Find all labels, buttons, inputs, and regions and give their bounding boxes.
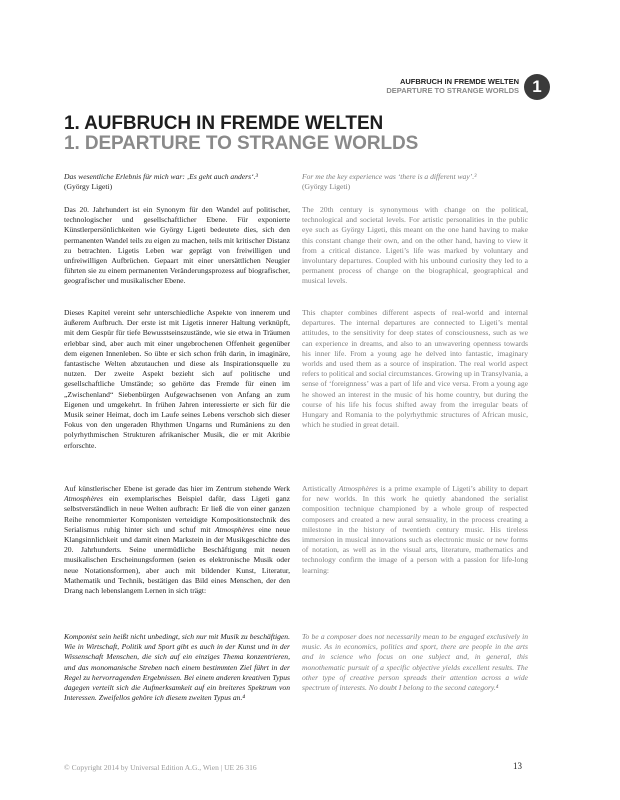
running-header — [386, 77, 519, 95]
paragraph-de-2 — [64, 308, 290, 451]
epigraph-de-text: Das wesentliche Erlebnis für mich war: ‚Es geht auch anders‘.³ — [64, 172, 258, 181]
paragraph-en-2 — [302, 308, 528, 430]
quote-de — [64, 632, 290, 703]
work-title-de: Atmosphères — [64, 494, 103, 504]
running-header-en: DEPARTURE TO STRANGE WORLDS — [386, 86, 519, 95]
paragraph-en-1 — [302, 205, 528, 287]
quote-en-text: To be a composer does not necessarily mean to be engaged exclusively in music. As in economics, politics and sport, there are people in the arts and in science who focus on one subject and, in general, this monothematic pursuit of a specific objective yields excellent results. The other type of creative person spreads their attention across a wide spectrum of interests. No doubt I belong to the second category.⁴ — [302, 632, 528, 693]
paragraph-de-1-text: Das 20. Jahrhundert ist ein Synonym für den Wandel auf politischer, technologischer und gesellschaftlicher Ebene. Für exponierte Künstlerpersönlichkeiten wie György Ligeti bedeutete dies, sich den permanenten Wandel teils zu eigen zu machen, teils mit kritischer Distanz zu betrachten. Ligetis Leben war geprägt von freiwilligen und unfreiwilligen Aufbrüchen. Gepaart mit einer unersättlichen Neugier führten sie zu einem permanenten Veränderungsprozess auf biografischer, geografischer und musikalischer Ebene. — [64, 205, 290, 286]
page-number: 13 — [513, 761, 522, 771]
quote-de-text: Komponist sein heißt nicht unbedingt, sich nur mit Musik zu beschäftigen. Wie in Wirtschaft, Politik und Sport gibt es auch in der Kunst und in der Wissenschaft Menschen, die sich auf ein einziges Thema konzentrieren, und das monomanische Streben nach einem bestimmten Ziel führt in der Regel zu hervorragenden Ergebnissen. Bei einem anderen kreativen Typus dagegen verteilt sich die Aufmerksamkeit auf ein breiteres Spektrum von Interessen. Zweifellos gehöre ich diesem zweiten Typus an.⁴ — [64, 632, 290, 703]
paragraph-en-3-text-a: Artistically — [302, 484, 339, 493]
work-title-de-2: Atmosphères — [215, 524, 254, 534]
running-header-de: AUFBRUCH IN FREMDE WELTEN — [399, 77, 519, 86]
paragraph-de-1 — [64, 205, 290, 287]
work-title-en: Atmosphères — [338, 484, 378, 493]
paragraph-de-2-text: Dieses Kapitel vereint sehr unterschiedliche Aspekte von innerem und äußerem Aufbruch. Der erste ist mit Ligetis innerer Haltung verknüpft, mit dem Gespür für tiefe Bewusstseinszustände, wie sie etwa in Träumen erlebbar sind, aber auch mit einer ungebrochenen Offenheit gegenüber dem eigenen Innenleben. So übte er sich schon früh darin, in imaginäre, fantastische Welten abzutauchen und diese als Inspirationsquelle zu nutzen. Der zweite Aspekt bezieht sich auf politische und gesellschaftliche Umstände; so gehörte das Fremde für einen im „Zwischenland“ Siebenbürgen Aufgewachsenen von Anfang an zum Eigenen und umgekehrt. In frühen Jahren interessierte er sich für die Musik seiner Heimat, doch im Laufe seines Lebens verschob sich dieser Fokus von den ungeraden Rhythmen Ungarns und Rumäniens zu den polyrhythmischen Strukturen afrikanischer Musik, die er mit Akribie erforschte. — [64, 308, 290, 450]
epigraph-de-author: (György Ligeti) — [64, 182, 113, 192]
paragraph-en-1-text: The 20th century is synonymous with change on the political, technological and societal levels. For artistic personalities in the public eye such as György Ligeti, this meant on the one hand having to make this constant change their own, and on the other hand, having to view it from a critical distance. Ligeti’s life was marked by voluntary and involuntary departures. Coupled with his unbound curiosity they led to a permanent process of change on the biographical, geographical and musical levels. — [302, 205, 528, 286]
paragraph-de-3 — [64, 484, 290, 596]
chapter-number-badge: 1 — [524, 74, 550, 100]
paragraph-de-3-text-b: ein exemplarisches Beispiel dafür, dass Ligeti ganz selbstverständlich in neue Welten aufbrach: Er ließ die von einer ganzen Reihe renommierter Komponisten verteidigte Kompositionstechnik des Serialismus ruhig hinter sich und schuf mit — [64, 494, 290, 534]
epigraph-en — [302, 172, 528, 192]
paragraph-de-3-text-a: Auf künstlerischer Ebene ist gerade das hier im Zentrum stehende Werk — [64, 484, 290, 493]
paragraph-de-3-text-c: eine neue Klangsinnlichkeit und damit einen Markstein in der Musikgeschichte des 20. Jahrhunderts. Seine unermüdliche Beschäftigung mit neuen musikalischen Erscheinungsformen (seien es elektronische Musik oder neue Notationsformen), aber auch mit bildender Kunst, Literatur, Mathematik und Technik, bestätigen das Bild eines Menschen, der den Drang nach lebenslangem Lernen in sich trägt: — [64, 524, 290, 596]
epigraph-en-text: For me the key experience was ‘there is a different way’.³ — [302, 172, 477, 181]
chapter-title-en: 1. DEPARTURE TO STRANGE WORLDS — [64, 133, 419, 154]
paragraph-en-2-text: This chapter combines different aspects of real-world and internal departures. The internal departures are connected to Ligeti’s mental attitudes, to the sensitivity for deep states of consciousness, such as we can experience in dreams, and also to an unwavering openness towards his inner life. From a young age he delved into fantastic, imaginary worlds and used them as a source of inspiration. The real world aspect refers to political and social circumstances. Growing up in Transylvania, a sense of ‘foreignness’ was a part of life and vice versa. From a young age he showed an interest in the music of his home country, but during the course of his life his focus shifted away from the irregular beats of Hungary and Romania to the polyrhythmic structures of African music, which he studied in great detail. — [302, 308, 528, 430]
epigraph-en-author: (György Ligeti) — [302, 182, 351, 192]
chapter-title-de: 1. AUFBRUCH IN FREMDE WELTEN — [64, 113, 384, 134]
copyright-footer: © Copyright 2014 by Universal Edition A.G., Wien | UE 26 316 — [64, 763, 257, 772]
paragraph-en-3-text-b: is a prime example of Ligeti’s ability to depart for new worlds. In this work he quietly abandoned the serialist composition technique championed by a whole group of respected composers and created a new aural sensuality, in the process creating a milestone in the history of twentieth century music. His tireless immersion in musical innovations such as electronic music or new forms of notation, as well as in the visual arts, literature, mathematics and technology confirm the image of a person with a passion for life-long learning: — [302, 484, 528, 575]
paragraph-en-3 — [302, 484, 528, 576]
quote-en — [302, 632, 528, 693]
epigraph-de — [64, 172, 290, 192]
